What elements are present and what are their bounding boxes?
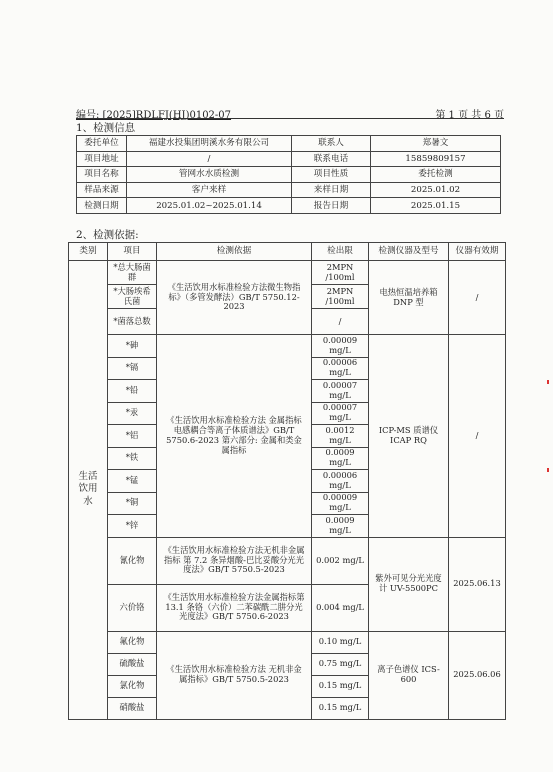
info-value: 郑暑文 <box>371 136 501 152</box>
info-value: 2025.01.02~2025.01.14 <box>127 198 292 214</box>
instrument: 电热恒温培养箱 DNP 型 <box>369 261 449 335</box>
edge-mark <box>547 380 549 384</box>
info-value: 委托检测 <box>371 167 501 183</box>
info-label: 报告日期 <box>292 198 371 214</box>
header-basis: 检测依据 <box>157 243 312 261</box>
item-name: 氟化物 <box>108 631 157 653</box>
info-value: 2025.01.02 <box>371 182 501 198</box>
category-cell <box>69 261 108 720</box>
basis-table <box>68 242 506 720</box>
info-row <box>77 167 501 183</box>
validity: 2025.06.13 <box>449 537 506 631</box>
item-name: *铁 <box>108 447 157 470</box>
info-row <box>77 182 501 198</box>
info-value: 管网水水质检测 <box>127 167 292 183</box>
section-title-basis: 2、检测依据: <box>76 229 139 241</box>
info-label: 样品来源 <box>77 182 127 198</box>
info-label: 检测日期 <box>77 198 127 214</box>
header-item: 项目 <box>108 243 157 261</box>
basis-text: 《生活饮用水标准检验方法微生物指标》（多管发酵法）GB/T 5750.12-2023 <box>157 261 312 335</box>
detection-limit: 0.004 mg/L <box>312 584 369 631</box>
detection-limit: 0.10 mg/L <box>312 631 369 653</box>
detection-limit: 0.00006 mg/L <box>312 357 369 380</box>
info-label: 委托单位 <box>77 136 127 152</box>
info-label: 联系电话 <box>292 151 371 167</box>
detection-limit: 0.00007 mg/L <box>312 380 369 403</box>
info-row <box>77 136 501 152</box>
detection-limit: 0.00007 mg/L <box>312 402 369 425</box>
item-name: *菌落总数 <box>108 309 157 335</box>
info-value: 15859809157 <box>371 151 501 167</box>
basis-text: 《生活饮用水标准检验方法无机非金属指标 第 7.2 条异烟酸-巴比妥酸分光光度法》GB/T 5750.5-2023 <box>157 537 312 584</box>
instrument: 离子色谱仪 ICS-600 <box>369 631 449 719</box>
info-value: 2025.01.15 <box>371 198 501 214</box>
info-label: 项目地址 <box>77 151 127 167</box>
instrument: ICP-MS 质谱仪 ICAP RQ <box>369 335 449 538</box>
basis-text: 《生活饮用水标准检验方法金属指标第 13.1 条铬（六价）二苯碳酰二肼分光光度法》GB/T 5750.6-2023 <box>157 584 312 631</box>
table-row <box>69 261 506 285</box>
info-label: 来样日期 <box>292 182 371 198</box>
detection-limit: 0.0012 mg/L <box>312 425 369 448</box>
info-row <box>77 198 501 214</box>
info-label: 项目名称 <box>77 167 127 183</box>
edge-mark <box>547 468 549 472</box>
info-label: 项目性质 <box>292 167 371 183</box>
header-validity: 仪器有效期 <box>449 243 506 261</box>
info-label: 联系人 <box>292 136 371 152</box>
info-value: / <box>127 151 292 167</box>
info-value: 客户来样 <box>127 182 292 198</box>
item-name: *锌 <box>108 515 157 538</box>
item-name: *大肠埃希氏菌 <box>108 285 157 309</box>
detection-limit: 0.00009 mg/L <box>312 335 369 358</box>
item-name: 氰化物 <box>108 537 157 584</box>
info-table <box>76 135 501 214</box>
table-row <box>69 537 506 584</box>
instrument: 紫外可见分光光度计 UV-5500PC <box>369 537 449 631</box>
validity: / <box>449 261 506 335</box>
item-name: 氯化物 <box>108 675 157 697</box>
item-name: *总大肠菌群 <box>108 261 157 285</box>
basis-text: 《生活饮用水标准检验方法 金属指标 电感耦合等离子体质谱法》GB/T 5750.6-2023 第六部分: 金属和类金属指标 <box>157 335 312 538</box>
table-row <box>69 631 506 653</box>
table-row <box>69 335 506 358</box>
detection-limit: 2MPN /100ml <box>312 285 369 309</box>
info-row <box>77 151 501 167</box>
item-name: *锰 <box>108 470 157 493</box>
item-name: *砷 <box>108 335 157 358</box>
header-rule <box>76 118 504 119</box>
detection-limit: 0.0009 mg/L <box>312 447 369 470</box>
detection-limit: 0.00006 mg/L <box>312 470 369 493</box>
header-instrument: 检测仪器及型号 <box>369 243 449 261</box>
basis-header-row <box>69 243 506 261</box>
detection-limit: 0.15 mg/L <box>312 675 369 697</box>
item-name: *铅 <box>108 380 157 403</box>
detection-limit: 0.00009 mg/L <box>312 492 369 515</box>
section-title-info: 1、检测信息 <box>76 122 136 134</box>
detection-limit: / <box>312 309 369 335</box>
item-name: 硝酸盐 <box>108 697 157 719</box>
item-name: *汞 <box>108 402 157 425</box>
detection-limit: 0.002 mg/L <box>312 537 369 584</box>
detection-limit: 0.15 mg/L <box>312 697 369 719</box>
item-name: 硫酸盐 <box>108 653 157 675</box>
validity: / <box>449 335 506 538</box>
item-name: *铜 <box>108 492 157 515</box>
category-label: 生活饮用水 <box>78 470 98 508</box>
basis-text: 《生活饮用水标准检验方法 无机非金属指标》GB/T 5750.5-2023 <box>157 631 312 719</box>
item-name: *镉 <box>108 357 157 380</box>
header-limit: 检出限 <box>312 243 369 261</box>
detection-limit: 0.0009 mg/L <box>312 515 369 538</box>
item-name: 六价铬 <box>108 584 157 631</box>
page-indicator: 第 1 页 共 6 页 <box>435 110 504 121</box>
report-number: 编号: [2025]RDLFJ(HJ)0102-07 <box>76 110 232 121</box>
detection-limit: 2MPN /100ml <box>312 261 369 285</box>
item-name: *铝 <box>108 425 157 448</box>
detection-limit: 0.75 mg/L <box>312 653 369 675</box>
header-category: 类别 <box>69 243 108 261</box>
info-value: 福建水投集团明溪水务有限公司 <box>127 136 292 152</box>
validity: 2025.06.06 <box>449 631 506 719</box>
